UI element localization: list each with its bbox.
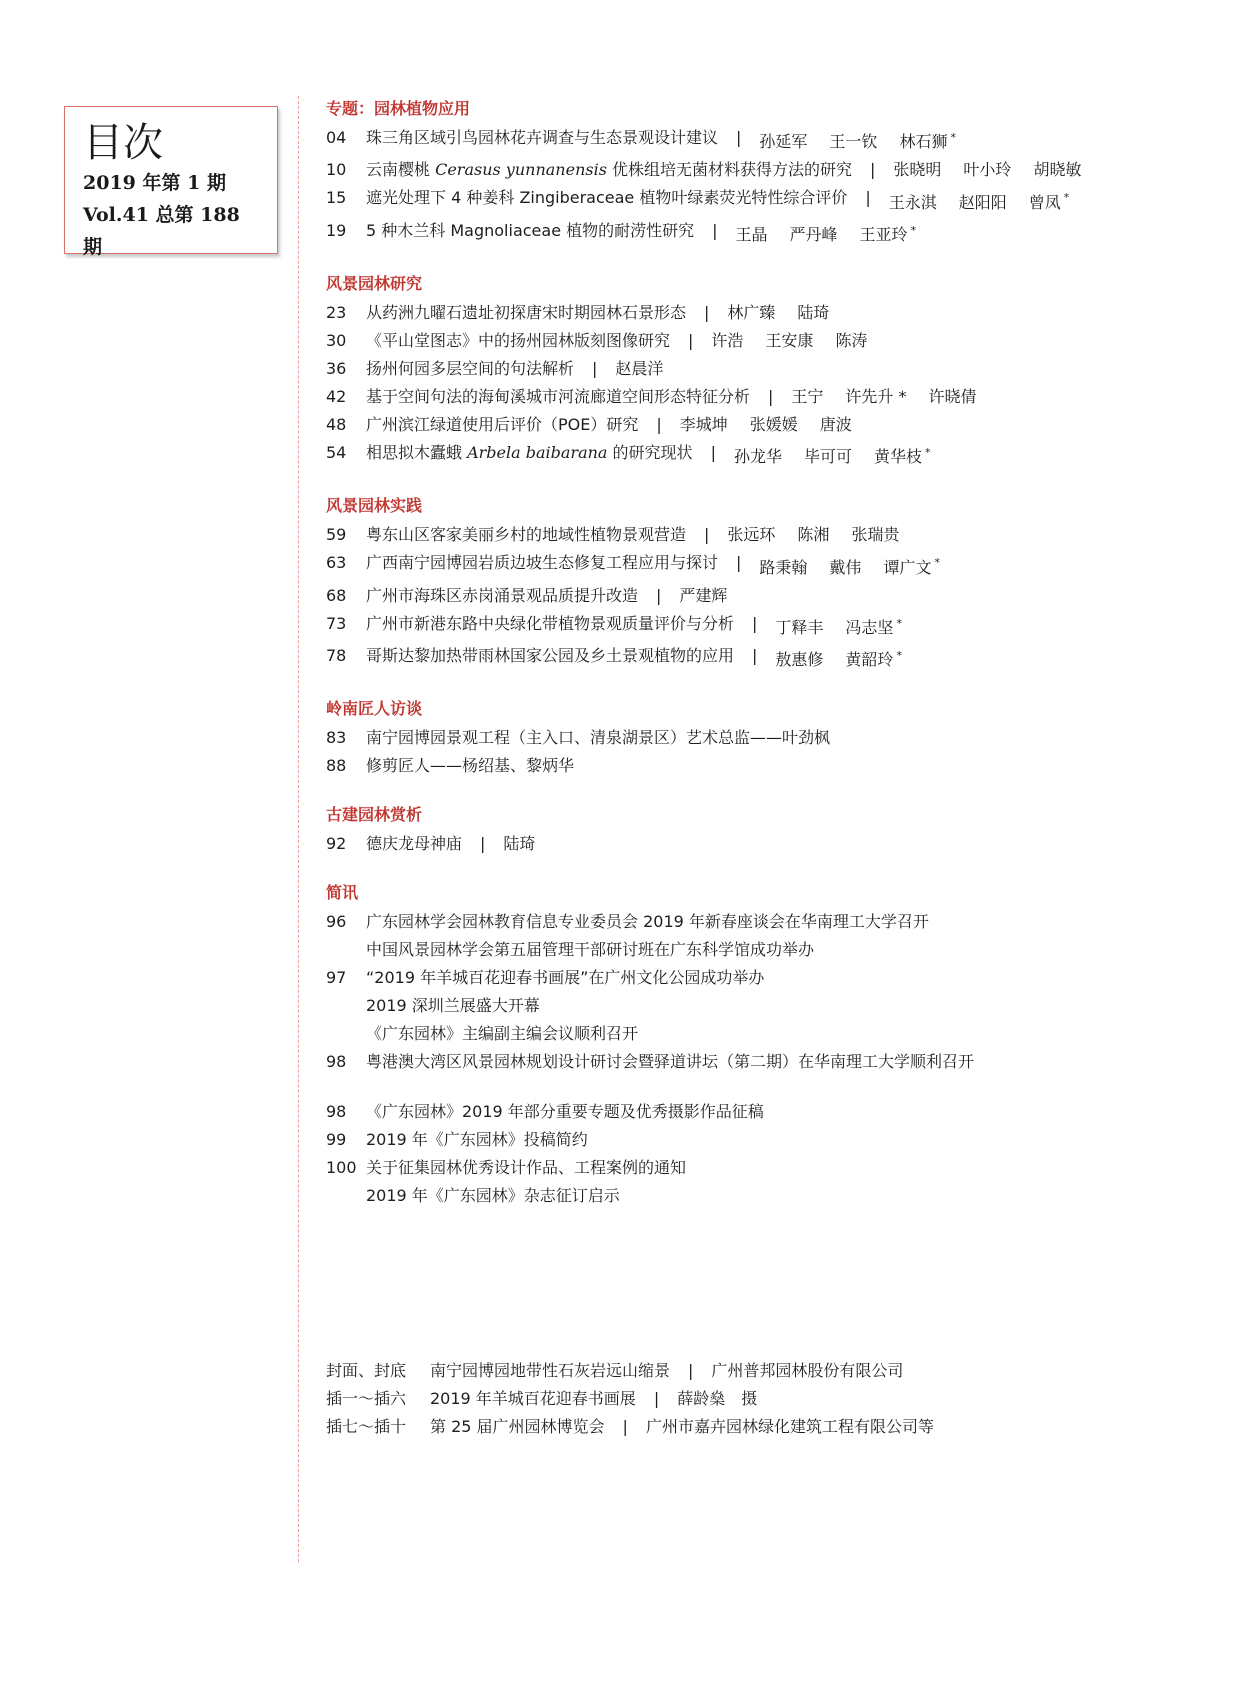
author-name: 王晶 [735, 224, 768, 244]
toc-entry[interactable] [326, 830, 1206, 858]
entry-authors [791, 383, 976, 411]
author-name: 张媛媛 [749, 414, 798, 434]
entry-title: 修剪匠人——杨绍基、黎炳华 [366, 756, 575, 776]
author-name: 张瑞贵 [851, 525, 900, 545]
entry-title: 2019 深圳兰展盛大开幕 [366, 996, 540, 1016]
entry-title: 粤港澳大湾区风景园林规划设计研讨会暨驿道讲坛（第二期）在华南理工大学顺利召开 [366, 1052, 975, 1072]
author-name: 唐波 [819, 414, 852, 434]
page-number: 73 [326, 613, 347, 633]
separator-bar: | [688, 1361, 694, 1380]
author-name: 许晓倩 [928, 386, 977, 406]
entry-title: 2019 年《广东园林》杂志征订启示 [366, 1186, 620, 1206]
separator-bar: | [704, 525, 710, 545]
page-number: 63 [326, 553, 347, 573]
corresponding-author-mark: * [950, 131, 956, 144]
dashed-divider [298, 96, 299, 1562]
credit-label: 插一～插六 [326, 1389, 407, 1408]
entry-title: 扬州何园多层空间的句法解析 [366, 358, 575, 378]
credit-label: 封面、封底 [326, 1361, 407, 1380]
author-name: 许先升 * [845, 386, 907, 406]
separator-bar: | [736, 128, 742, 147]
toc-entry[interactable] [326, 217, 1206, 249]
section-title: 专题：园林植物应用 [326, 99, 471, 118]
page-number: 83 [326, 728, 347, 748]
entry-authors [759, 549, 940, 581]
author-name: 黄韶玲 * [845, 648, 902, 670]
author-name: 王一钦 [829, 132, 878, 152]
entry-title: 《广东园林》2019 年部分重要专题及优秀摄影作品征稿 [366, 1102, 764, 1122]
entry-title: 哥斯达黎加热带雨林国家公园及乡土景观植物的应用 [366, 645, 735, 665]
entry-title: 云南樱桃 Cerasus yunnanensis 优株组培无菌材料获得方法的研究 [366, 160, 853, 180]
entry-title: 南宁园博园景观工程（主入口、清泉湖景区）艺术总监——叶劲枫 [366, 728, 831, 748]
table-of-contents [326, 96, 1206, 1232]
page-number: 54 [326, 442, 347, 462]
author-name: 王宁 [791, 386, 824, 406]
separator-bar: | [752, 645, 758, 665]
toc-section [326, 493, 1206, 674]
author-name: 张远环 [727, 525, 776, 545]
toc-entry[interactable] [326, 327, 1206, 355]
separator-bar: | [704, 302, 710, 322]
page-number: 15 [326, 188, 347, 208]
toc-section [326, 696, 1206, 780]
toc-entry[interactable] [326, 1182, 1206, 1210]
separator-bar: | [736, 553, 742, 573]
section-title: 风景园林实践 [326, 496, 423, 516]
corresponding-author-mark: * [925, 445, 931, 459]
separator-bar: | [622, 1417, 628, 1436]
author-name: 孙龙华 [733, 447, 782, 467]
separator-bar: | [752, 613, 758, 633]
author-name: 陈涛 [835, 330, 868, 350]
author-name: 王安康 [765, 330, 814, 350]
page-number: 48 [326, 414, 347, 434]
toc-heading: 目次 [83, 120, 163, 166]
credit-row [326, 1413, 934, 1441]
entry-title: 5 种木兰科 Magnoliaceae 植物的耐涝性研究 [366, 220, 695, 240]
entry-title: 基于空间句法的海甸溪城市河流廊道空间形态特征分析 [366, 386, 751, 406]
credit-source: 广州市嘉卉园林绿化建筑工程有限公司等 [645, 1417, 934, 1436]
page-number: 30 [326, 330, 347, 350]
entry-title: 中国风景园林学会第五届管理干部研讨班在广东科学馆成功举办 [366, 940, 815, 960]
toc-section [326, 96, 1206, 249]
toc-entry[interactable] [326, 752, 1206, 780]
toc-entry[interactable] [326, 411, 1206, 439]
author-name: 陆琦 [503, 834, 536, 854]
entry-title: 广州市新港东路中央绿化带植物景观质量评价与分析 [366, 613, 735, 633]
entry-authors [759, 124, 956, 156]
author-name: 许浩 [711, 330, 744, 350]
toc-entry[interactable] [326, 936, 1206, 964]
entry-authors [775, 642, 902, 674]
entry-title: 2019 年《广东园林》投稿简约 [366, 1130, 588, 1150]
author-name: 李城坤 [679, 414, 728, 434]
toc-section [326, 271, 1206, 471]
author-name: 曾凤 * [1028, 191, 1070, 212]
page-number: 78 [326, 645, 347, 665]
page-number: 98 [326, 1102, 347, 1122]
corresponding-author-mark: * [934, 556, 940, 570]
author-name: 路秉翰 [759, 557, 808, 577]
toc-entry[interactable] [326, 549, 1206, 581]
author-name: 林石狮 * [899, 131, 956, 152]
page-number: 10 [326, 160, 347, 180]
page-number [326, 1020, 366, 1048]
section-title: 古建园林赏析 [326, 805, 423, 825]
page-number: 98 [326, 1052, 347, 1072]
corresponding-author-mark: * [896, 616, 902, 630]
entry-title: 相思拟木蠹蛾 Arbela baibarana 的研究现状 [366, 442, 693, 462]
entry-title: 德庆龙母神庙 [366, 834, 463, 854]
credit-text: 2019 年羊城百花迎春书画展 [430, 1389, 636, 1408]
toc-entry[interactable] [326, 1154, 1206, 1182]
author-name: 赵阳阳 [958, 192, 1007, 212]
page-number: 19 [326, 220, 347, 240]
separator-bar: | [656, 414, 662, 434]
separator-bar: | [592, 358, 598, 378]
author-name: 冯志坚 * [845, 616, 902, 637]
author-name: 王亚玲 * [859, 223, 917, 244]
separator-bar: | [653, 1389, 660, 1408]
credit-label: 插七～插十 [326, 1417, 407, 1436]
entry-title: 广东园林学会园林教育信息专业委员会 2019 年新春座谈会在华南理工大学召开 [366, 912, 929, 932]
toc-entry[interactable] [326, 1126, 1206, 1154]
volume-number: Vol.41 总第 188 期 [83, 204, 240, 258]
page-number: 96 [326, 912, 347, 932]
masthead-box [64, 106, 278, 258]
toc-entry[interactable] [326, 1020, 1206, 1048]
entry-authors [615, 355, 663, 383]
author-name: 林广臻 [727, 302, 776, 322]
toc-entry[interactable] [326, 908, 1206, 936]
toc-entry[interactable] [326, 439, 1206, 471]
entry-title: 广州滨江绿道使用后评价（POE）研究 [366, 414, 639, 434]
author-name: 丁释丰 [775, 617, 824, 637]
entry-authors [503, 830, 535, 858]
toc-entry[interactable] [326, 383, 1206, 411]
separator-bar: | [870, 160, 876, 180]
entry-authors [889, 184, 1070, 216]
entry-authors [736, 217, 917, 249]
toc-entry[interactable] [326, 724, 1206, 752]
entry-title: 从药洲九曜石遗址初探唐宋时期园林石景形态 [366, 302, 687, 322]
page-number [326, 992, 366, 1020]
credit-row [326, 1357, 934, 1385]
entry-title: 珠三角区域引鸟园林花卉调查与生态景观设计建议 [366, 128, 719, 147]
entry-authors [775, 610, 902, 642]
corresponding-author-mark: * [910, 223, 917, 237]
latin-species-name: Cerasus yunnanensis [435, 160, 607, 180]
page-number: 36 [326, 358, 347, 378]
author-name: 谭广文 * [883, 556, 940, 577]
page-number: 23 [326, 302, 347, 322]
separator-bar: | [712, 220, 718, 240]
entry-title: 关于征集园林优秀设计作品、工程案例的通知 [366, 1158, 687, 1178]
page-number: 88 [326, 756, 347, 776]
entry-title: 广西南宁园博园岩质边坡生态修复工程应用与探讨 [366, 553, 719, 573]
page-number: 97 [326, 968, 347, 988]
author-name: 严建辉 [679, 585, 728, 605]
page-number: 100 [326, 1158, 357, 1178]
toc-entry[interactable] [326, 1098, 1206, 1126]
page-number: 59 [326, 525, 347, 545]
toc-entry[interactable] [326, 642, 1206, 674]
toc-entry[interactable] [326, 299, 1206, 327]
toc-entry[interactable] [326, 355, 1206, 383]
page-number [326, 1182, 366, 1210]
page-number: 92 [326, 834, 347, 854]
author-name: 黄华枝 * [873, 445, 931, 467]
issue-number: 2019 年第 1 期 [83, 172, 226, 194]
corresponding-author-mark: * [1063, 191, 1070, 205]
separator-bar: | [656, 585, 662, 605]
toc-entry[interactable] [326, 1048, 1206, 1076]
page-number: 04 [326, 128, 347, 147]
author-name: 毕可可 [803, 447, 852, 467]
author-name: 陈湘 [797, 525, 830, 545]
section-title: 岭南匠人访谈 [326, 699, 423, 719]
entry-title: “2019 年羊城百花迎春书画展”在广州文化公园成功举办 [366, 968, 765, 988]
author-name: 敖惠修 [775, 650, 824, 670]
separator-bar: | [480, 834, 486, 854]
entry-authors [893, 156, 1081, 184]
entry-title: 遮光处理下 4 种姜科 Zingiberaceae 植物叶绿素荧光特性综合评价 [366, 188, 848, 208]
entry-title: 广州市海珠区赤岗涌景观品质提升改造 [366, 585, 639, 605]
credit-source: 薛龄燊 摄 [677, 1389, 758, 1408]
separator-bar: | [688, 330, 694, 350]
entry-authors [680, 411, 852, 439]
entry-authors [727, 521, 899, 549]
author-name: 孙延军 [759, 132, 808, 152]
separator-bar: | [710, 442, 716, 462]
author-name: 严丹峰 [789, 224, 838, 244]
separator-bar: | [865, 188, 871, 208]
corresponding-author-mark: * [896, 648, 902, 662]
credit-text: 南宁园博园地带性石灰岩远山缩景 [430, 1361, 671, 1380]
toc-entry[interactable] [326, 124, 1206, 156]
credit-row [326, 1385, 934, 1413]
entry-title: 《广东园林》主编副主编会议顺利召开 [366, 1024, 639, 1044]
entry-authors [727, 299, 829, 327]
author-name: 赵晨洋 [615, 358, 664, 378]
author-name: 张晓明 [893, 160, 942, 180]
author-name: 陆琦 [797, 302, 830, 322]
toc-entry[interactable] [326, 521, 1206, 549]
toc-entry[interactable] [326, 610, 1206, 642]
toc-entry[interactable] [326, 964, 1206, 992]
page-number: 99 [326, 1130, 347, 1150]
author-name: 胡晓敏 [1033, 160, 1082, 180]
credit-source: 广州普邦园林股份有限公司 [711, 1361, 904, 1380]
section-title: 风景园林研究 [326, 273, 423, 293]
notices-list [326, 1098, 1206, 1210]
page-number: 68 [326, 585, 347, 605]
latin-species-name: Arbela baibarana [467, 442, 608, 462]
toc-entry[interactable] [326, 184, 1206, 216]
credit-text: 第 25 届广州园林博览会 [430, 1417, 605, 1436]
author-name: 戴伟 [829, 557, 862, 577]
image-credits [326, 1357, 934, 1441]
entry-title: 《平山堂图志》中的扬州园林版刻图像研究 [366, 330, 671, 350]
author-name: 王永淇 [888, 192, 937, 212]
entry-authors [679, 582, 727, 610]
page-number [326, 936, 366, 964]
toc-section [326, 802, 1206, 858]
author-name: 叶小玲 [963, 160, 1012, 180]
section-title: 简讯 [326, 883, 359, 903]
entry-title: 粤东山区客家美丽乡村的地域性植物景观营造 [366, 525, 687, 545]
toc-section [326, 880, 1206, 1076]
toc-entry[interactable] [326, 156, 1206, 184]
entry-authors [711, 327, 867, 355]
separator-bar: | [768, 386, 774, 406]
entry-authors [734, 439, 931, 471]
page-number: 42 [326, 386, 347, 406]
toc-entry[interactable] [326, 582, 1206, 610]
toc-entry[interactable] [326, 992, 1206, 1020]
